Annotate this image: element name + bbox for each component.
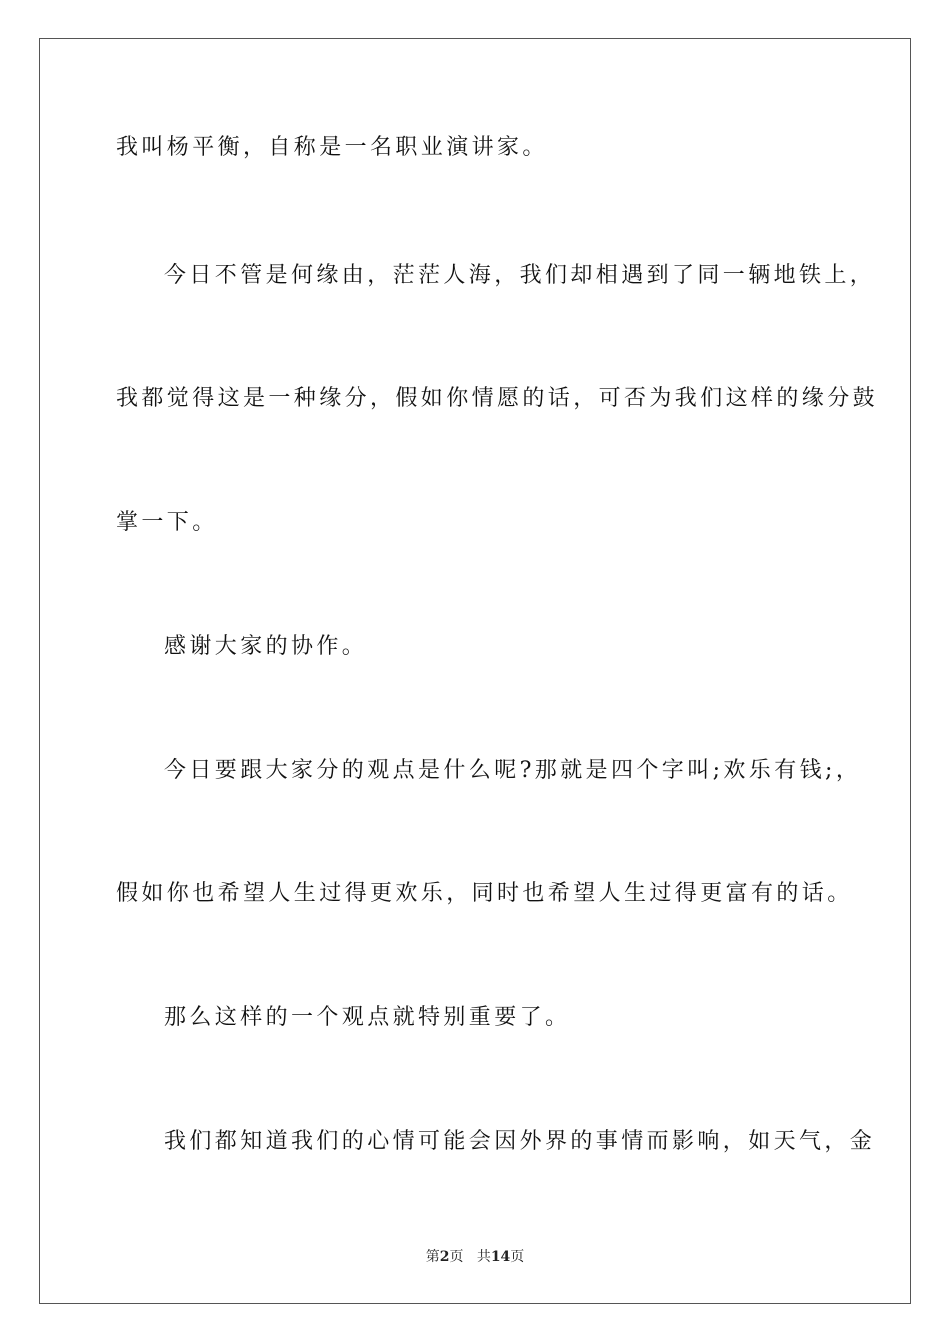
page-number: 2 <box>439 1249 450 1265</box>
total-pages: 14 <box>490 1249 511 1265</box>
body-line: 假如你也希望人生过得更欢乐，同时也希望人生过得更富有的话。 <box>116 881 853 906</box>
page-suffix: 页 <box>449 1249 464 1265</box>
body-line: 我都觉得这是一种缘分，假如你情愿的话，可否为我们这样的缘分鼓 <box>116 386 879 411</box>
body-line: 今日不管是何缘由，茫茫人海，我们却相遇到了同一辆地铁上， <box>164 263 876 288</box>
page-frame <box>39 38 911 1304</box>
body-line: 掌一下。 <box>116 510 218 535</box>
total-prefix: 共 <box>476 1249 491 1265</box>
page-footer <box>0 1248 950 1266</box>
body-line: 我叫杨平衡，自称是一名职业演讲家。 <box>116 135 548 160</box>
page-prefix: 第 <box>425 1249 440 1265</box>
total-suffix: 页 <box>510 1249 525 1265</box>
body-line: 那么这样的一个观点就特别重要了。 <box>164 1005 571 1030</box>
body-line: 感谢大家的协作。 <box>164 634 368 659</box>
body-line: 我们都知道我们的心情可能会因外界的事情而影响，如天气，金 <box>164 1129 876 1154</box>
body-line: 今日要跟大家分的观点是什么呢?那就是四个字叫;欢乐有钱;， <box>164 758 862 783</box>
